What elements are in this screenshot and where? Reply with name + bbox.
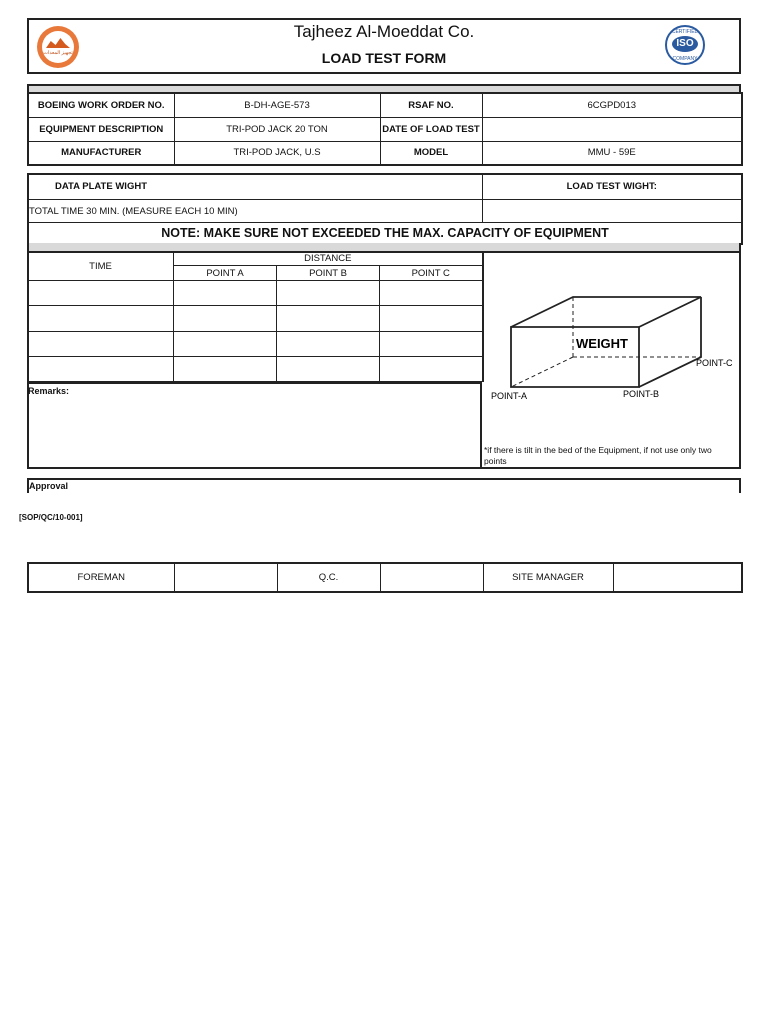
- time-cell[interactable]: [28, 356, 174, 381]
- point-b-cell[interactable]: [277, 331, 380, 356]
- company-name: Tajheez Al-Moeddat Co.: [293, 22, 475, 41]
- weight-table: [27, 173, 743, 245]
- load-test-value[interactable]: [482, 199, 742, 222]
- point-a-cell[interactable]: [174, 356, 277, 381]
- model-label: MODEL: [380, 141, 482, 165]
- manufacturer-value[interactable]: TRI-POD JACK, U.S: [174, 141, 380, 165]
- site-manager-signature[interactable]: [613, 563, 742, 592]
- point-c-header: POINT C: [380, 266, 483, 281]
- sop-reference: [SOP/QC/10-001]: [19, 513, 83, 522]
- point-c-label: POINT-C: [696, 358, 733, 368]
- table-row: [28, 306, 483, 331]
- work-order-label: BOEING WORK ORDER NO.: [28, 93, 174, 117]
- foreman-label: FOREMAN: [28, 563, 174, 592]
- point-b-label: POINT-B: [623, 389, 660, 399]
- time-cell[interactable]: [28, 281, 174, 306]
- point-c-cell[interactable]: [380, 281, 483, 306]
- rsaf-label: RSAF NO.: [380, 93, 482, 117]
- point-a-label: POINT-A: [491, 391, 528, 401]
- point-b-cell[interactable]: [277, 281, 380, 306]
- weight-label: WEIGHT: [576, 336, 628, 351]
- point-c-cell[interactable]: [380, 306, 483, 331]
- info-table: [27, 92, 743, 166]
- table-row: [28, 281, 483, 306]
- date-label: DATE OF LOAD TEST: [380, 117, 482, 141]
- point-c-cell[interactable]: [380, 356, 483, 381]
- measurement-table: [27, 251, 484, 382]
- form-title: LOAD TEST FORM: [321, 50, 447, 66]
- total-time-text: TOTAL TIME 30 MIN. (MEASURE EACH 10 MIN): [28, 199, 482, 222]
- point-a-cell[interactable]: [174, 331, 277, 356]
- point-a-cell[interactable]: [174, 306, 277, 331]
- time-cell[interactable]: [28, 331, 174, 356]
- remarks-label: Remarks:: [28, 386, 70, 396]
- signature-table: [27, 562, 743, 593]
- capacity-note: NOTE: MAKE SURE NOT EXCEEDED THE MAX. CAPACITY OF EQUIPMENT: [28, 223, 742, 244]
- box-right-face: [639, 297, 701, 387]
- table-row: [28, 331, 483, 356]
- work-order-value[interactable]: B-DH-AGE-573: [174, 93, 380, 117]
- distance-header: DISTANCE: [174, 252, 483, 266]
- box-top-face: [511, 297, 701, 327]
- remarks-area[interactable]: [27, 382, 482, 469]
- date-value[interactable]: [482, 117, 742, 141]
- point-b-header: POINT B: [277, 266, 380, 281]
- tilt-note: *if there is tilt in the bed of the Equipment, if not use only two points: [484, 445, 712, 466]
- point-a-header: POINT A: [174, 266, 277, 281]
- iso-label: ISO: [672, 36, 698, 52]
- load-test-label: LOAD TEST WIGHT:: [482, 174, 742, 199]
- data-plate-label: DATA PLATE WIGHT: [28, 174, 482, 199]
- qc-signature[interactable]: [380, 563, 483, 592]
- weight-diagram: [483, 253, 739, 443]
- point-b-cell[interactable]: [277, 356, 380, 381]
- logo-text: تجهيز المعدات: [43, 50, 73, 56]
- manufacturer-label: MANUFACTURER: [28, 141, 174, 165]
- table-row: [28, 356, 483, 381]
- equipment-label: EQUIPMENT DESCRIPTION: [28, 117, 174, 141]
- time-cell[interactable]: [28, 306, 174, 331]
- point-a-cell[interactable]: [174, 281, 277, 306]
- hidden-edge-depth: [511, 357, 573, 387]
- site-manager-label: SITE MANAGER: [483, 563, 613, 592]
- iso-badge: CERTIFIED ISO COMPANY: [665, 25, 705, 65]
- approval-bar: [27, 478, 741, 493]
- point-b-cell[interactable]: [277, 306, 380, 331]
- time-header: TIME: [28, 252, 174, 281]
- equipment-value[interactable]: TRI-POD JACK 20 TON: [174, 117, 380, 141]
- section-divider: [27, 243, 741, 251]
- approval-label: Approval: [29, 481, 69, 491]
- form-header: [27, 18, 741, 74]
- qc-label: Q.C.: [277, 563, 380, 592]
- point-c-cell[interactable]: [380, 331, 483, 356]
- rsaf-value[interactable]: 6CGPD013: [482, 93, 742, 117]
- foreman-signature[interactable]: [174, 563, 277, 592]
- model-value[interactable]: MMU - 59E: [482, 141, 742, 165]
